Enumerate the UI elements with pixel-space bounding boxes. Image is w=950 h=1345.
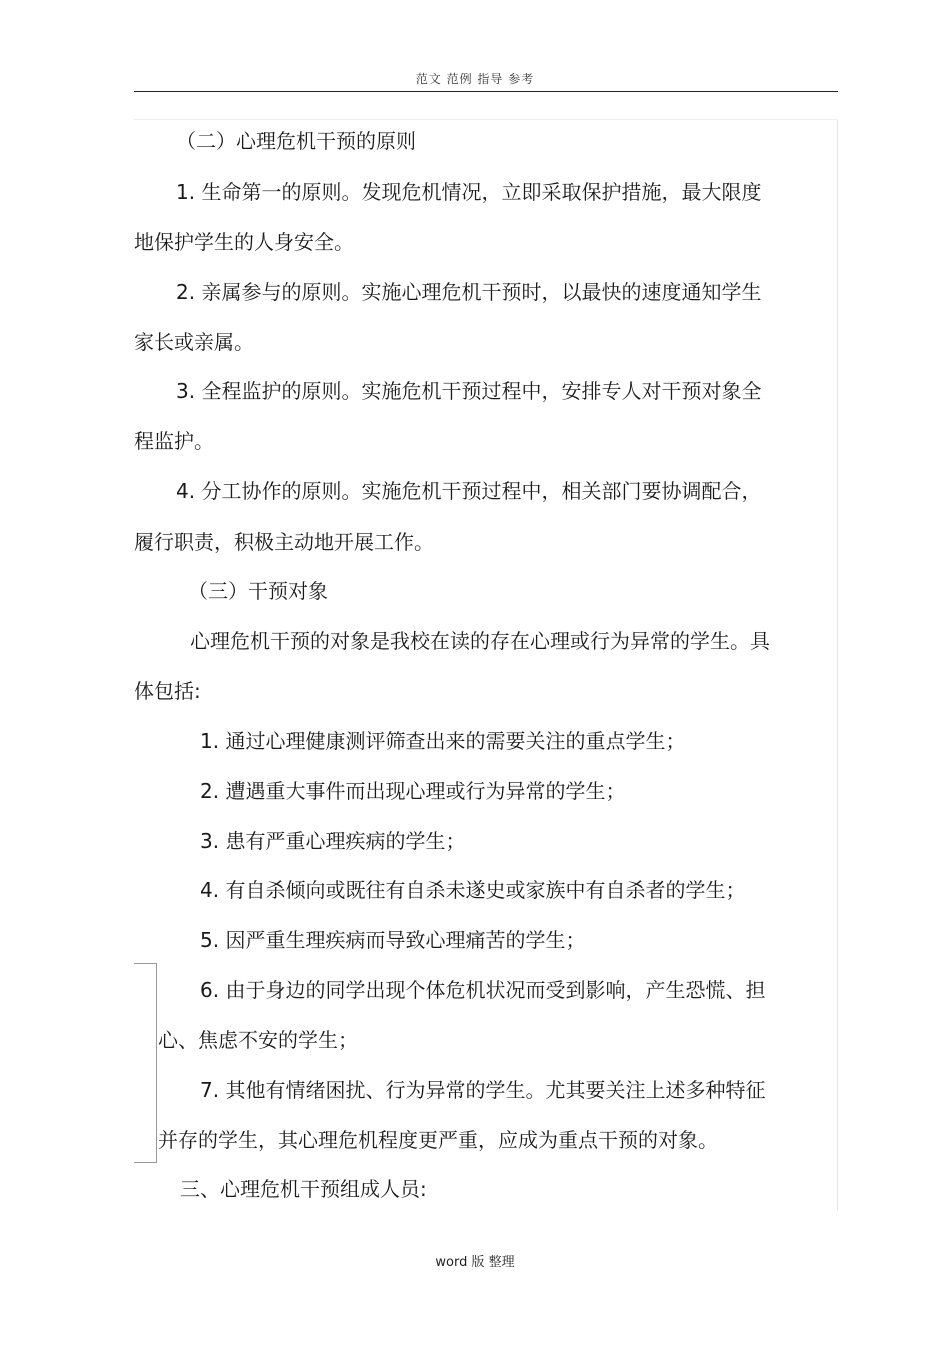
- list-item: 7. 其他有情绪困扰、行为异常的学生。尤其要关注上述多种特征: [200, 1078, 766, 1102]
- paragraph-line: 程监护。: [134, 429, 214, 453]
- paragraph-line: 心理危机干预的对象是我校在读的存在心理或行为异常的学生。具: [190, 629, 770, 653]
- paragraph-line: 家长或亲属。: [134, 330, 254, 354]
- paragraph-line: 3. 全程监护的原则。实施危机干预过程中，安排专人对干预对象全: [176, 379, 762, 403]
- section-heading-personnel: 三、心理危机干预组成人员:: [180, 1177, 427, 1201]
- page-header: 范文 范例 指导 参考: [415, 72, 535, 86]
- page-footer: word 版 整理: [435, 1255, 515, 1270]
- paragraph-line: 体包括:: [134, 679, 201, 703]
- content-top-border: [134, 119, 838, 120]
- margin-bracket: [134, 963, 157, 1163]
- list-item-continued: 心、焦虑不安的学生；: [158, 1028, 358, 1052]
- content-right-border: [837, 120, 838, 1210]
- paragraph-line: 1. 生命第一的原则。发现危机情况，立即采取保护措施，最大限度: [176, 180, 762, 204]
- list-item: 3. 患有严重心理疾病的学生；: [200, 829, 466, 853]
- list-item: 6. 由于身边的同学出现个体危机状况而受到影响，产生恐慌、担: [200, 978, 766, 1002]
- section-heading-targets: （三）干预对象: [188, 579, 328, 603]
- paragraph-line: 地保护学生的人身安全。: [134, 230, 354, 254]
- section-heading-principles: （二）心理危机干预的原则: [176, 129, 416, 153]
- list-item: 1. 通过心理健康测评筛查出来的需要关注的重点学生；: [200, 729, 686, 753]
- list-item: 2. 遭遇重大事件而出现心理或行为异常的学生；: [200, 779, 626, 803]
- header-rule: [134, 91, 838, 92]
- list-item: 4. 有自杀倾向或既往有自杀未遂史或家族中有自杀者的学生；: [200, 878, 746, 902]
- paragraph-line: 2. 亲属参与的原则。实施心理危机干预时，以最快的速度通知学生: [176, 280, 762, 304]
- list-item: 5. 因严重生理疾病而导致心理痛苦的学生；: [200, 928, 586, 952]
- paragraph-line: 履行职责，积极主动地开展工作。: [134, 530, 434, 554]
- paragraph-line: 4. 分工协作的原则。实施危机干预过程中，相关部门要协调配合，: [176, 479, 762, 503]
- list-item-continued: 并存的学生，其心理危机程度更严重，应成为重点干预的对象。: [158, 1128, 718, 1152]
